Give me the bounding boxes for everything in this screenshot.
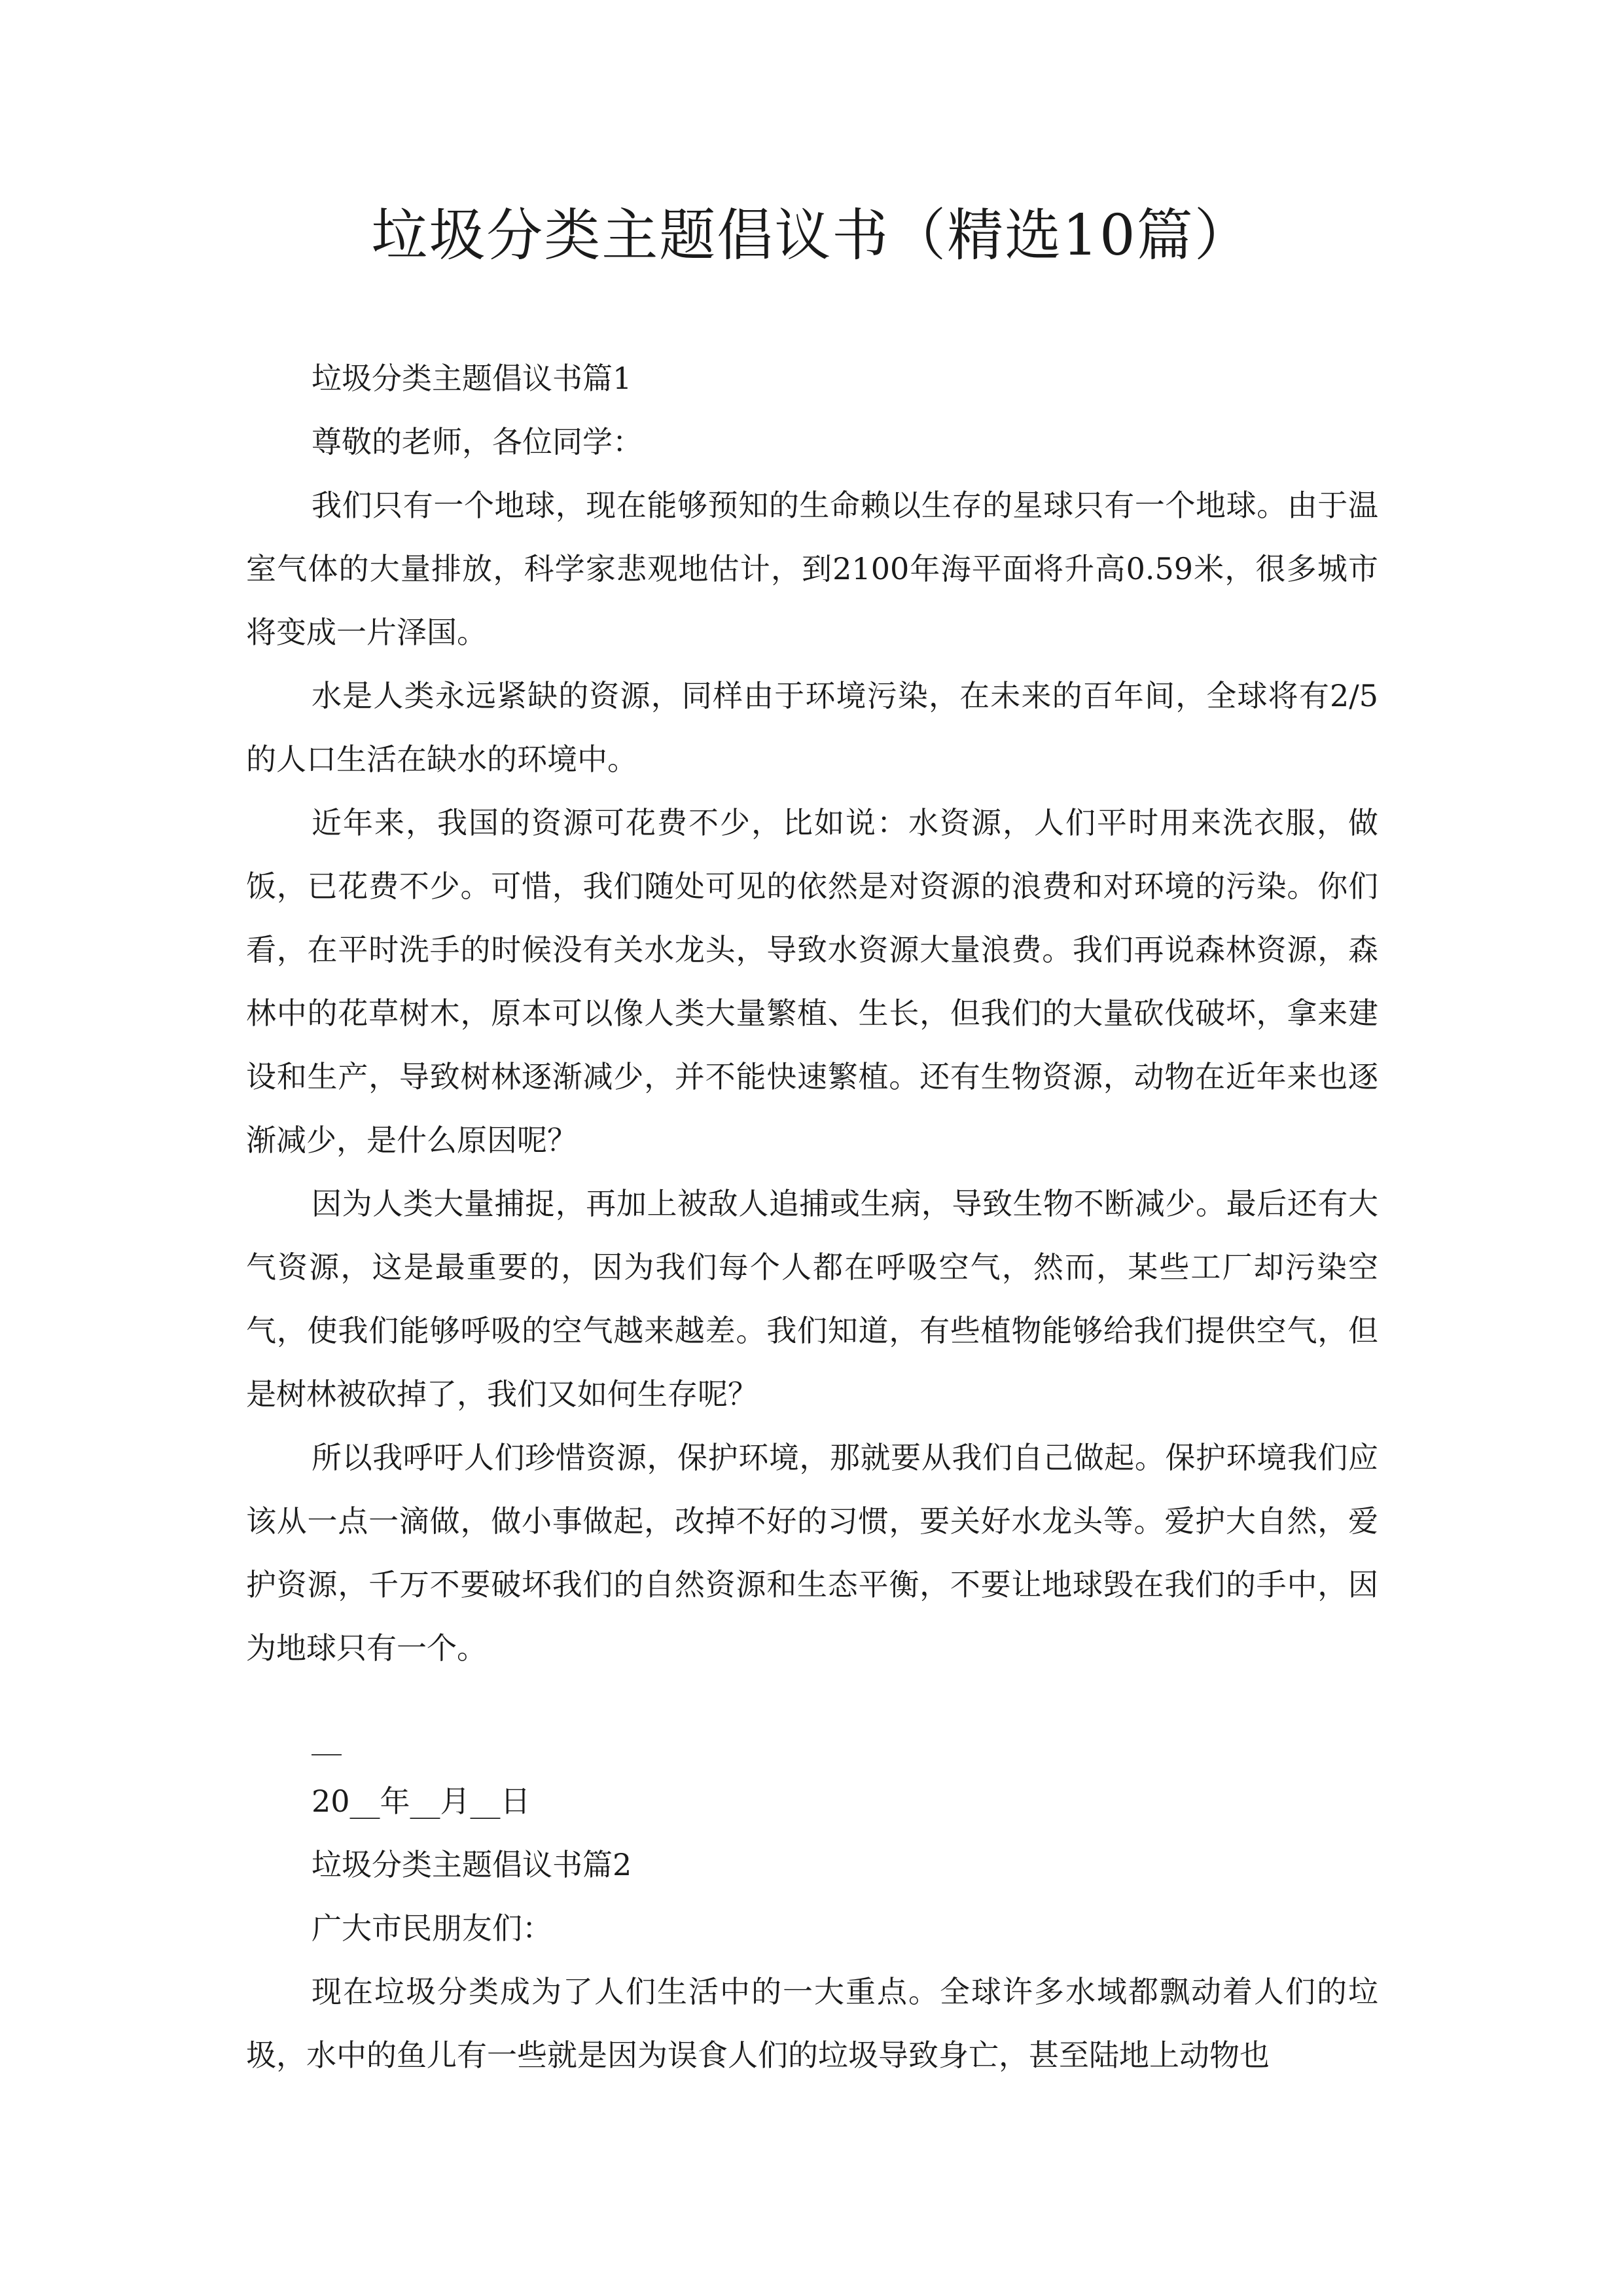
body-paragraph: 近年来，我国的资源可花费不少，比如说：水资源，人们平时用来洗衣服，做饭，已花费不少。可惜，我们随处可见的依然是对资源的浪费和对环境的污染。你们看，在平时洗手的时候没有关水龙头，导致水资源大量浪费。我们再说森林资源，森林中的花草树木，原本可以像人类大量繁植、生长，但我们的大量砍伐破坏，拿来建设和生产，导致树林逐渐减少，并不能快速繁植。还有生物资源，动物在近年来也逐渐减少，是什么原因呢？ xyxy=(246,805,1378,1158)
spacer xyxy=(246,1680,1378,1706)
section-heading-1: 垃圾分类主题倡议书篇1 xyxy=(312,361,632,396)
document-body xyxy=(246,347,1378,2087)
body-paragraph: 因为人类大量捕捉，再加上被敌人追捕或生病，导致生物不断减少。最后还有大气资源，这是最重要的，因为我们每个人都在呼吸空气，然而，某些工厂却污染空气，使我们能够呼吸的空气越来越差。我们知道，有些植物能够给我们提供空气，但是树林被砍掉了，我们又如何生存呢？ xyxy=(246,1186,1378,1412)
date-line: 20__年__月__日 xyxy=(312,1784,531,1819)
body-paragraph: 我们只有一个地球，现在能够预知的生命赖以生存的星球只有一个地球。由于温室气体的大量排放，科学家悲观地估计，到2100年海平面将升高0.59米，很多城市将变成一片泽国。 xyxy=(246,488,1378,650)
signature-line: __ xyxy=(312,1720,342,1755)
body-paragraph: 所以我呼吁人们珍惜资源，保护环境，那就要从我们自己做起。保护环境我们应该从一点一滴做，做小事做起，改掉不好的习惯，要关好水龙头等。爱护大自然，爱护资源，千万不要破坏我们的自然资源和生态平衡，不要让地球毁在我们的手中，因为地球只有一个。 xyxy=(246,1440,1378,1666)
document-title: 垃圾分类主题倡议书（精选10篇） xyxy=(371,203,1252,268)
body-paragraph: 水是人类永远紧缺的资源，同样由于环境污染，在未来的百年间，全球将有2/5的人口生活在缺水的环境中。 xyxy=(246,678,1378,777)
salutation: 尊敬的老师，各位同学： xyxy=(312,424,643,459)
body-paragraph: 现在垃圾分类成为了人们生活中的一大重点。全球许多水域都飘动着人们的垃圾，水中的鱼儿有一些就是因为误食人们的垃圾导致身亡，甚至陆地上动物也 xyxy=(246,1974,1378,2073)
section-heading-2: 垃圾分类主题倡议书篇2 xyxy=(312,1847,632,1882)
salutation-2: 广大市民朋友们： xyxy=(312,1910,552,1946)
